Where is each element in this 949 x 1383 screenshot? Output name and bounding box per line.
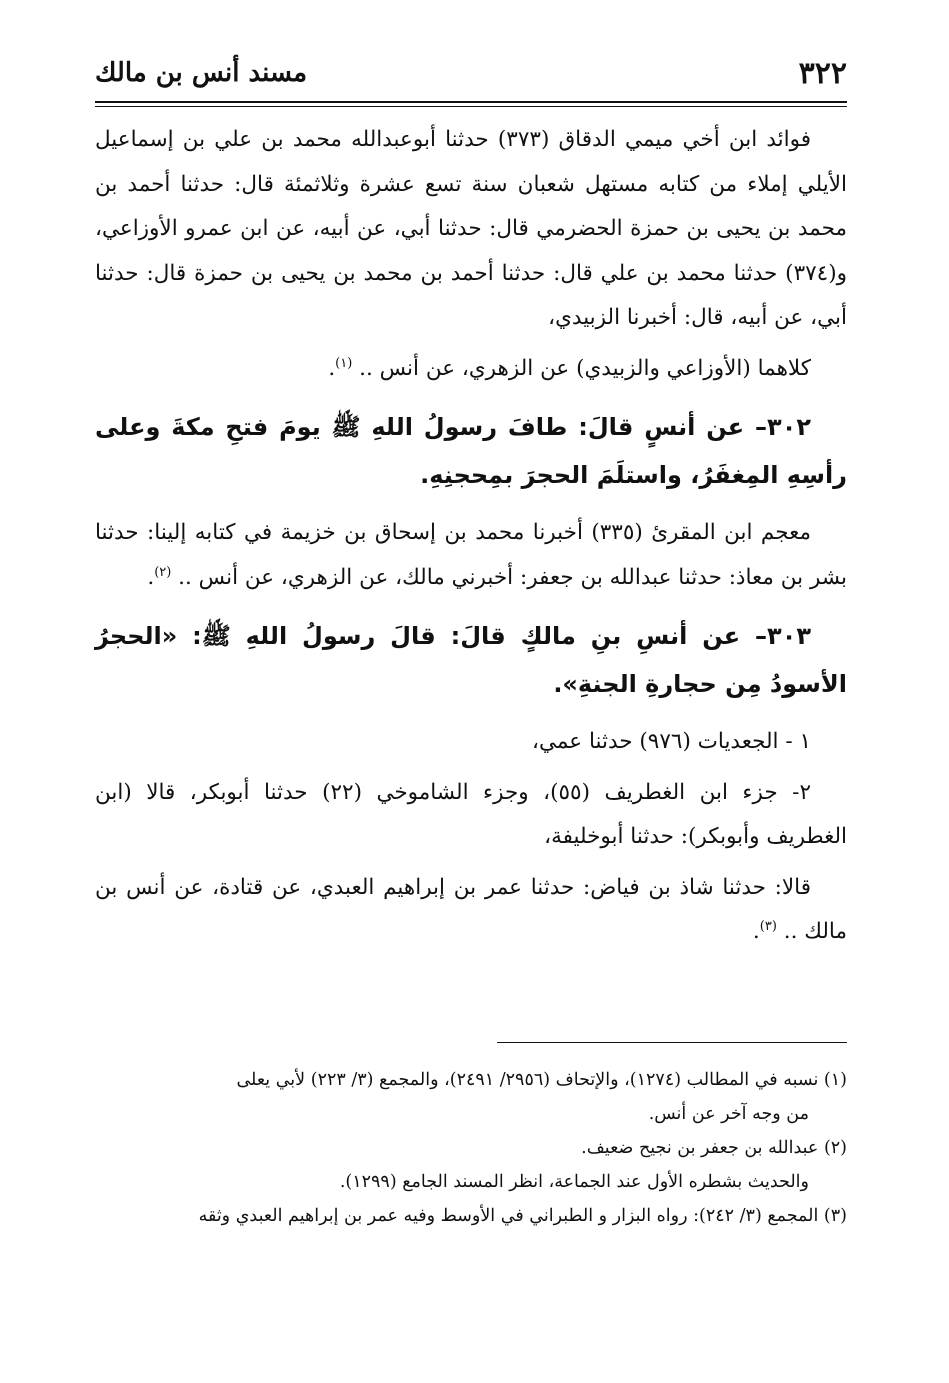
footnote-ref: (٣) [759, 918, 777, 934]
footnote-ref: (٢) [154, 564, 172, 580]
source-text: كلاهما (الأوزاعي والزبيدي) عن الزهري، عن أنس .. [359, 355, 811, 381]
header-rule-thin [95, 106, 847, 107]
hadith-303: ٣٠٣– عن أنسِ بنِ مالكٍ قالَ: قالَ رسولُ اللهِ ﷺ: «الحجرُ الأسودُ مِن حجارةِ الجنةِ». [95, 622, 847, 698]
source-paragraph [95, 118, 847, 341]
footnote-1: (١) نسبه في المطالب (١٢٧٤)، والإتحاف (٢٩٥٦/ ٢٤٩١)، والمجمع (٣/ ٢٢٣) لأبي يعلى [236, 1070, 847, 1090]
running-title: مسند أنس بن مالك [95, 58, 308, 88]
footnote-separator [497, 1042, 847, 1043]
page-body [95, 118, 847, 955]
source-text: ١ - الجعديات (٩٧٦) حدثنا عمي، [532, 729, 811, 754]
header-rule [95, 101, 847, 103]
source-paragraph: معجم ابن المقرئ (٣٣٥) أخبرنا محمد بن إسحاق بن خزيمة في كتابه إلينا: حدثنا بشر بن معاذ: حدثنا عبدالله بن جعفر: أخبرني مالك، عن الزهري، عن أنس .. $^{(٢)}$. [95, 520, 847, 590]
source-text: ٢- جزء ابن الغطريف (٥٥)، وجزء الشاموخي (٢٢) حدثنا أبوبكر، قالا (ابن الغطريف وأبوبكر): حدثنا أبوخليفة، [95, 779, 847, 849]
page-number: ٣٢٢ [798, 56, 847, 91]
page-header [95, 52, 847, 96]
footnote-ref: (١) [335, 355, 353, 371]
source-text: قالا: حدثنا شاذ بن فياض: حدثنا عمر بن إبراهيم العبدي، عن قتادة، عن أنس بن مالك .. [95, 874, 847, 944]
footnote-2-continued: والحديث بشطره الأول عند الجماعة، انظر المسند الجامع (١٢٩٩). [339, 1172, 809, 1192]
source-paragraph: كلاهما (الأوزاعي والزبيدي) عن الزهري، عن أنس .. $^{(١)}$. [328, 355, 811, 381]
source-paragraph [95, 720, 847, 765]
hadith-302: ٣٠٢– عن أنسٍ قالَ: طافَ رسولُ اللهِ ﷺ يومَ فتحِ مكةَ وعلى رأسِهِ المِغفَرُ، واستلَمَ الحجرَ بمِحجنِهِ. [95, 413, 847, 489]
footnote-3: (٣) المجمع (٣/ ٢٤٢): رواه البزار و الطبراني في الأوسط وفيه عمر بن إبراهيم العبدي وثقه [198, 1206, 847, 1226]
source-text: فوائد ابن أخي ميمي الدقاق (٣٧٣) حدثنا أبوعبدالله محمد بن علي بن إسماعيل الأيلي إملاء من كتابه مستهل شعبان سنة تسع عشرة وثلاثمئة قال: حدثنا أحمد بن محمد بن يحيى بن حمزة الحضرمي قال: حدثنا أبي، عن أبيه، عن ابن عمرو الأوزاعي، و(٣٧٤) حدثنا محمد بن علي قال: حدثنا أحمد بن محمد بن يحيى بن حمزة قال: حدثنا أبي، عن أبيه، قال: أخبرنا الزبيدي، [95, 127, 847, 330]
source-paragraph [95, 771, 847, 860]
footnote-2: (٢) عبدالله بن جعفر بن نجيح ضعيف. [581, 1138, 847, 1158]
source-text: معجم ابن المقرئ (٣٣٥) أخبرنا محمد بن إسحاق بن خزيمة في كتابه إلينا: حدثنا بشر بن معاذ: حدثنا عبدالله بن جعفر: أخبرني مالك، عن الزهري، عن أنس .. [95, 520, 847, 590]
footnotes [95, 1063, 847, 1233]
footnote-1-continued: من وجه آخر عن أنس. [648, 1104, 809, 1124]
source-paragraph: قالا: حدثنا شاذ بن فياض: حدثنا عمر بن إبراهيم العبدي، عن قتادة، عن أنس بن مالك .. $^{(٣)}$. [95, 874, 847, 944]
